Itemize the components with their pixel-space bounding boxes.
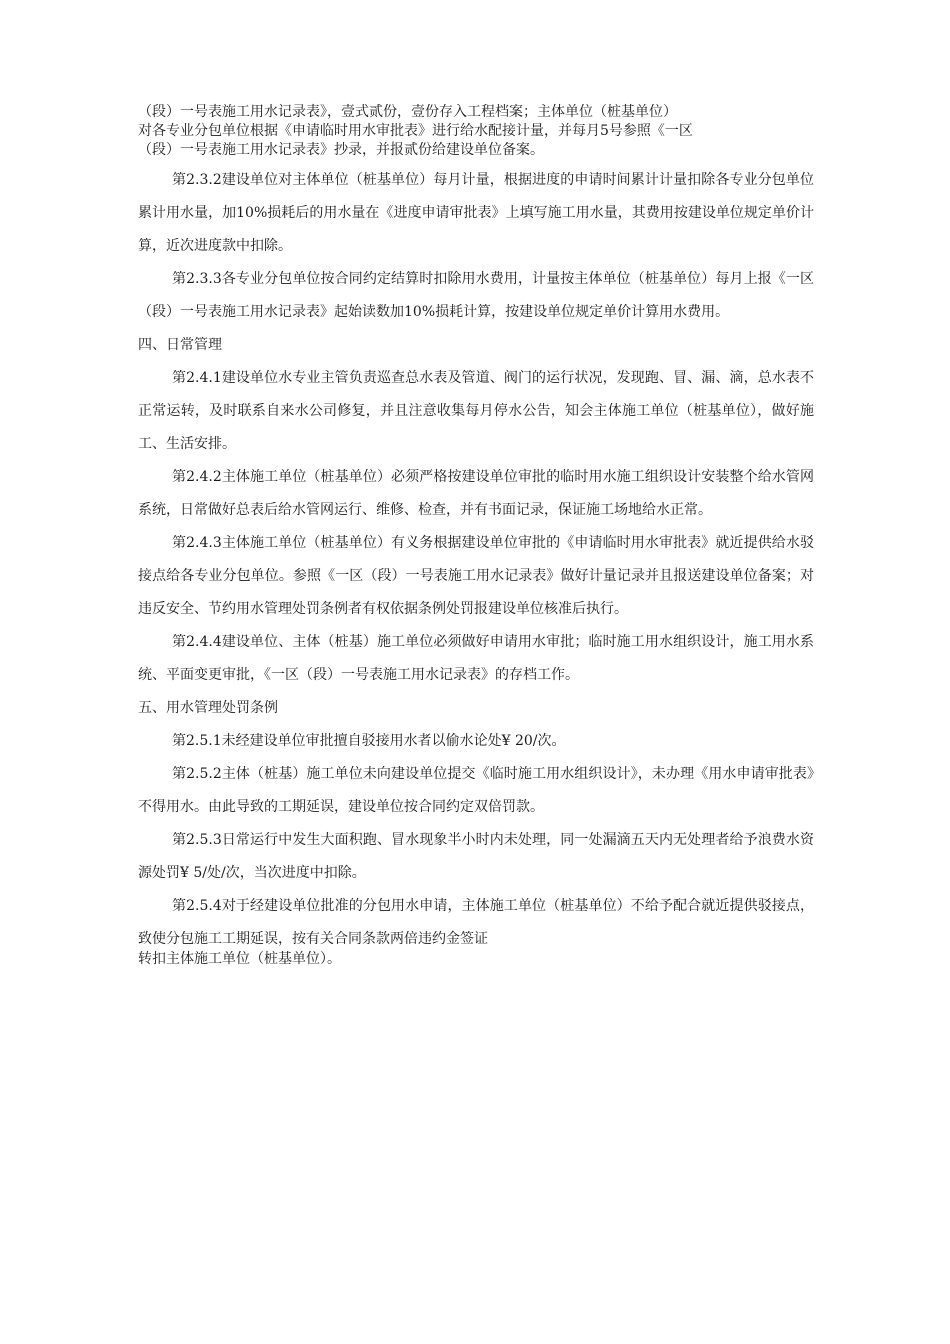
clause-2-3-3: 第2.3.3各专业分包单位按合同约定结算时扣除用水费用，计量按主体单位（桩基单位）每月上报《一区（段）一号表施工用水记录表》起始读数加10%损耗计算，按建设单位规定单价计算用水费用。 [138,271,814,320]
clause-2-4-4: 第2.4.4建设单位、主体（桩基）施工单位必须做好申请用水审批；临时施工用水组织设计，施工用水系统、平面变更审批，《一区（段）一号表施工用水记录表》的存档工作。 [138,634,814,683]
clause-2-5-4-body: 第2.5.4对于经建设单位批准的分包用水申请，主体施工单位（桩基单位）不给予配合就近提供驳接点，致使分包施工工期延误，按有关合同条款两倍违约金签证 [138,898,814,947]
clause-2-4-1: 第2.4.1建设单位水专业主管负责巡查总水表及管道、阀门的运行状况，发现跑、冒、漏、滴，总水表不正常运转，及时联系自来水公司修复，并且注意收集每月停水公告，知会主体施工单位（桩基单位），做好施工、生活安排。 [138,370,814,452]
section-heading-4: 四、日常管理 [138,337,222,353]
clause-2-3-2: 第2.3.2建设单位对主体单位（桩基单位）每月计量，根据进度的申请时间累计计量扣除各专业分包单位累计用水量，加10%损耗后的用水量在《进度申请审批表》上填写施工用水量，其费用按建设单位规定单价计算，近次进度款中扣除。 [138,172,814,254]
clause-2-5-4-tail: 转扣主体施工单位（桩基单位）。 [138,951,341,967]
document-page [138,103,814,969]
clause-2-4-2: 第2.4.2主体施工单位（桩基单位）必须严格按建设单位审批的临时用水施工组织设计安装整个给水管网系统，日常做好总表后给水管网运行、维修、检查，并有书面记录，保证施工场地给水正常。 [138,469,814,518]
intro-paragraph [138,103,814,160]
intro-line-1: （段）一号表施工用水记录表》，壹式贰份，壹份存入工程档案；主体单位（桩基单位） [138,104,677,120]
clause-2-5-1: 第2.5.1未经建设单位审批擅自驳接用水者以偷水论处¥ 20/次。 [172,733,566,749]
clause-2-5-4 [138,890,814,969]
clause-2-5-3: 第2.5.3日常运行中发生大面积跑、冒水现象半小时内未处理，同一处漏滴五天内无处理者给予浪费水资源处罚¥ 5/处/次，当次进度中扣除。 [138,832,814,881]
clause-2-5-2: 第2.5.2主体（桩基）施工单位未向建设单位提交《临时施工用水组织设计》，未办理《用水申请审批表》不得用水。由此导致的工期延误，建设单位按合同约定双倍罚款。 [138,766,814,815]
clause-2-4-3: 第2.4.3主体施工单位（桩基单位）有义务根据建设单位审批的《申请临时用水审批表》就近提供给水驳接点给各专业分包单位。参照《一区（段）一号表施工用水记录表》做好计量记录并且报送建设单位备案；对违反安全、节约用水管理处罚条例者有权依据条例处罚报建设单位核准后执行。 [138,535,814,617]
intro-line-3: （段）一号表施工用水记录表》抄录，并报贰份给建设单位备案。 [138,142,544,158]
section-heading-5: 五、用水管理处罚条例 [138,700,278,716]
intro-line-2: 对各专业分包单位根据《申请临时用水审批表》进行给水配接计量，并每月5号参照《一区 [138,123,693,139]
